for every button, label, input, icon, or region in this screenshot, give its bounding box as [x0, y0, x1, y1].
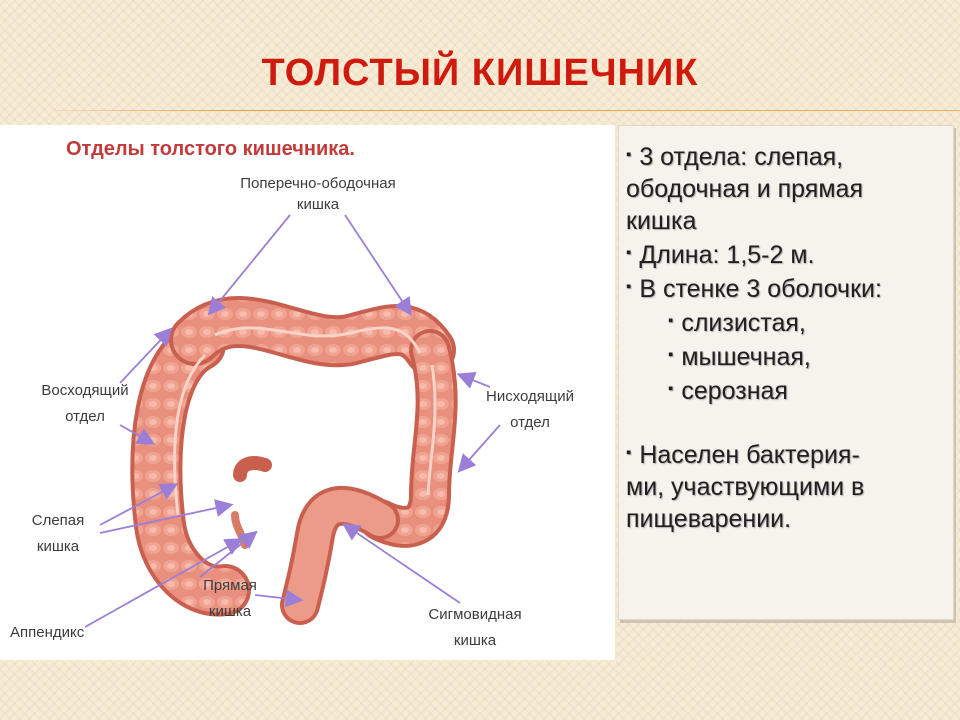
bullet-text: ободочная и прямая [626, 175, 863, 203]
bullet-marker-icon: ▪ [626, 278, 632, 295]
label-ascending-line2: отдел [65, 408, 105, 425]
bullet-text: слизистая, [681, 309, 806, 337]
bullet-text: серозная [681, 377, 788, 405]
bullet-line [626, 205, 948, 237]
bullet-text: мышечная, [681, 343, 811, 371]
label-rectum-line1: Прямая [203, 577, 257, 594]
bullet-marker-icon: ▪ [668, 346, 674, 363]
label-descending-line2: отдел [510, 414, 550, 431]
label-sigmoid-line2: кишка [453, 632, 497, 649]
label-rectum-line2: кишка [208, 603, 252, 620]
label-appendix: Аппендикс [10, 624, 85, 641]
bullet-text: ми, участвующими в [626, 473, 865, 501]
bullet-line [626, 437, 948, 471]
bullet-line [626, 305, 948, 339]
bullet-marker-icon: ▪ [626, 146, 632, 163]
label-ascending-line1: Восходящий [41, 382, 129, 399]
bullet-line [626, 271, 948, 305]
bullet-marker-icon: ▪ [668, 380, 674, 397]
bullet-list [626, 139, 948, 535]
bullet-marker-icon: ▪ [626, 244, 632, 261]
bullet-line [626, 173, 948, 205]
bullet-marker-icon: ▪ [668, 312, 674, 329]
large-intestine-figure [0, 125, 615, 660]
bullet-text: В стенке 3 оболочки: [639, 275, 882, 303]
bullet-text: Длина: 1,5-2 м. [639, 241, 815, 269]
bullet-text: пищеварении. [626, 505, 792, 533]
title-divider [55, 110, 960, 111]
bullet-line [626, 373, 948, 407]
label-cecum-line2: кишка [36, 538, 80, 555]
large-intestine-illustration [0, 125, 615, 660]
bullet-gap [626, 407, 948, 437]
bullet-line [626, 471, 948, 503]
info-panel [618, 125, 954, 620]
bullet-marker-icon: ▪ [626, 444, 632, 461]
figure-heading: Отделы толстого кишечника. [66, 138, 355, 160]
label-cecum-line1: Слепая [31, 512, 85, 529]
label-transverse-line1: Поперечно-ободочная [240, 175, 396, 192]
label-descending-line1: Нисходящий [485, 388, 575, 405]
slide-title: ТОЛСТЫЙ КИШЕЧНИК [261, 52, 699, 94]
bullet-line [626, 339, 948, 373]
label-transverse-line2: кишка [296, 196, 340, 213]
bullet-text: кишка [626, 207, 697, 235]
bullet-text: 3 отдела: слепая, [639, 143, 844, 171]
bullet-line [626, 503, 948, 535]
bullet-line [626, 237, 948, 271]
bullet-line [626, 139, 948, 173]
bullet-text: Населен бактерия- [639, 441, 860, 469]
label-sigmoid-line1: Сигмовидная [428, 606, 522, 623]
